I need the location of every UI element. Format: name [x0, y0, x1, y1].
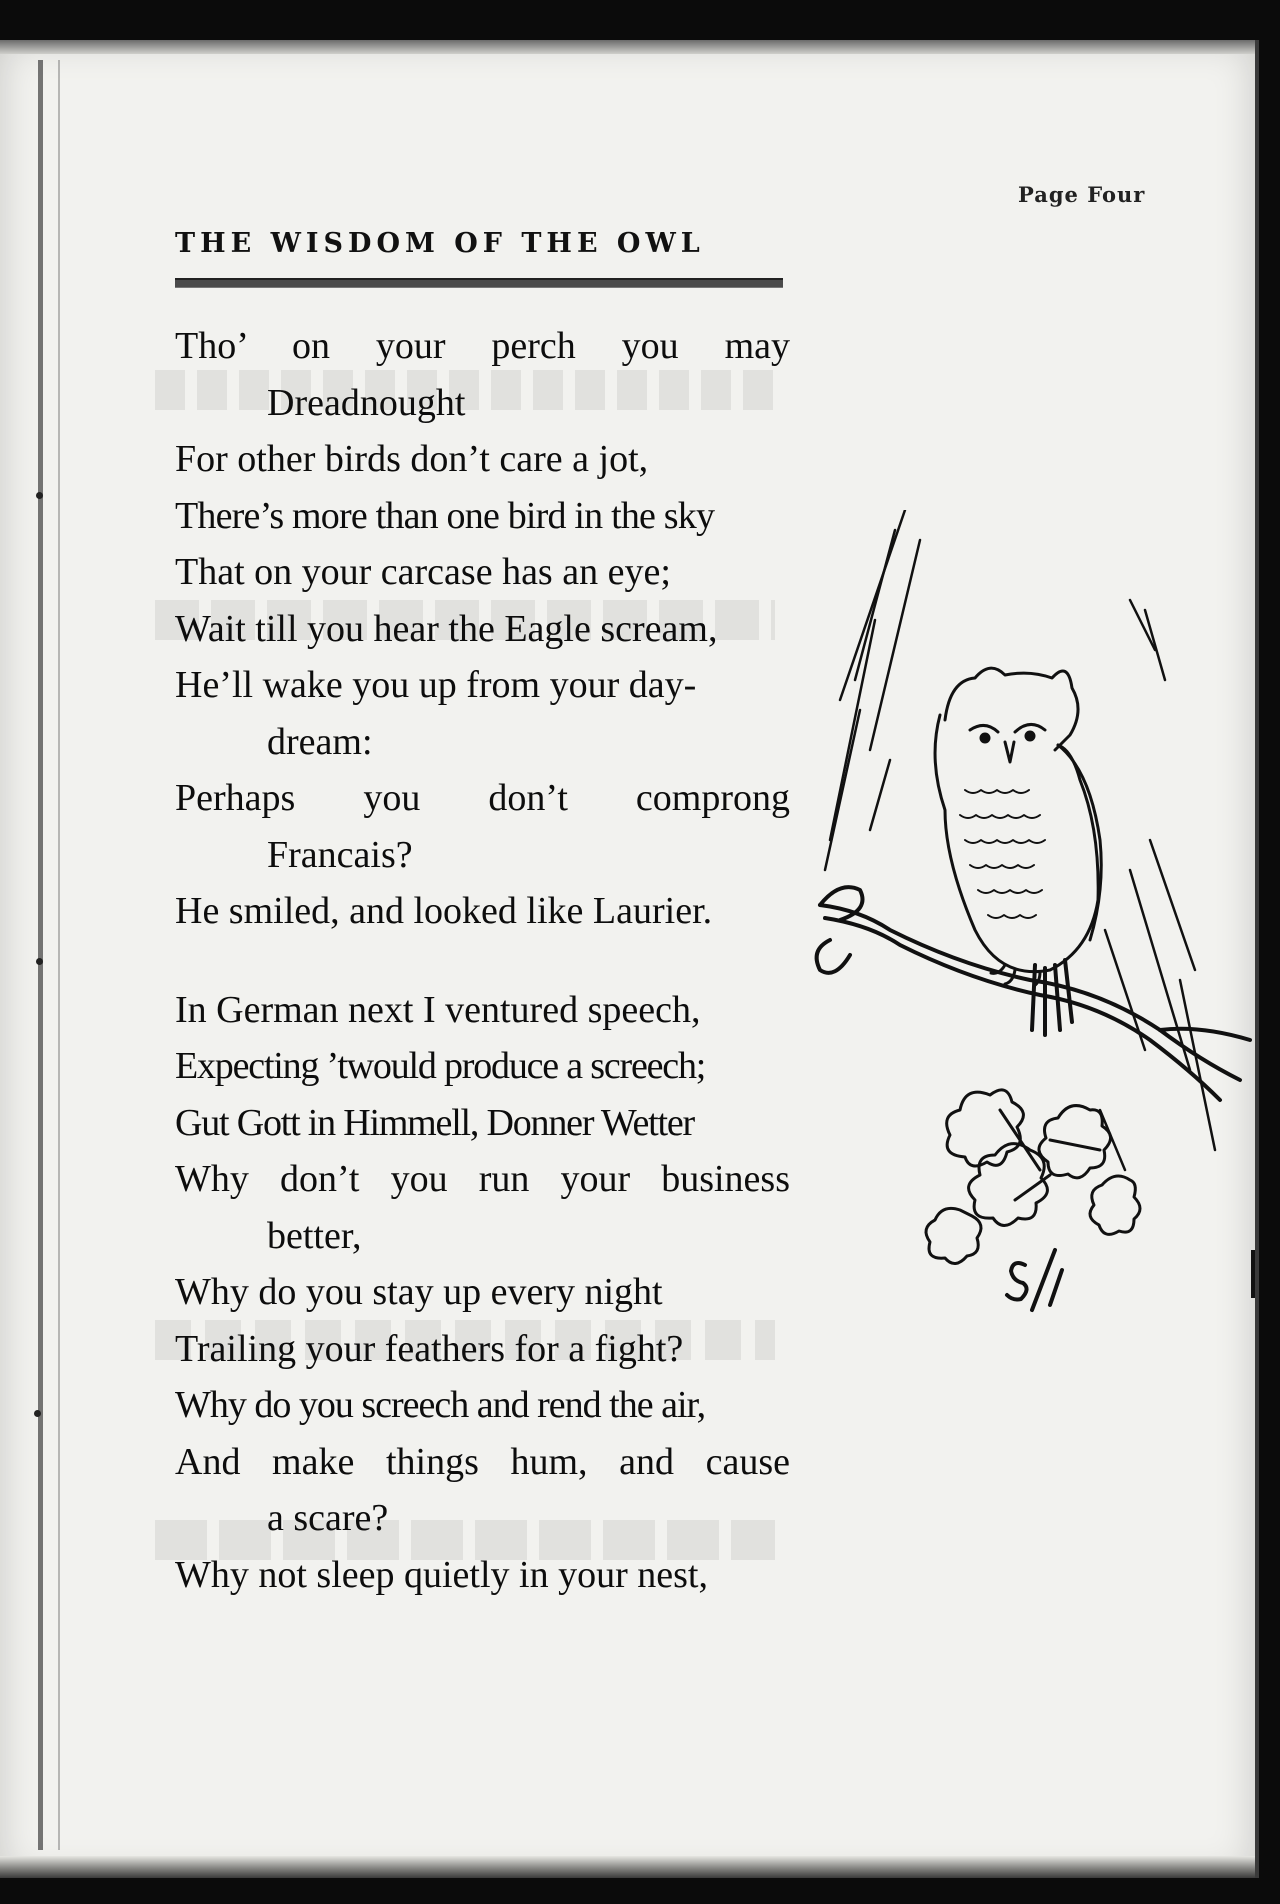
title-underline	[175, 278, 783, 288]
poem-line: Gut Gott in Himmell, Donner Wetter	[175, 1101, 695, 1144]
poem-line: Dreadnought	[267, 381, 466, 424]
owl-illustration	[800, 510, 1260, 1330]
poem-line: Francais?	[267, 833, 413, 876]
poem-line: And make things hum, and cause	[175, 1440, 790, 1483]
stanza-break	[175, 940, 790, 982]
poem-line: In German next I ventured speech,	[175, 988, 701, 1031]
binding-staple	[36, 958, 43, 965]
binding-staple	[34, 1410, 41, 1417]
page-top-edge	[0, 40, 1255, 54]
poem-body	[175, 318, 790, 1603]
artist-signature	[1007, 1250, 1062, 1310]
poem-line: Perhaps you don’t comprong	[175, 777, 790, 819]
binding-fold	[58, 60, 60, 1850]
poem-line: Expecting ’twould produce a screech;	[175, 1045, 706, 1087]
branch	[817, 887, 1250, 1100]
poem-line: Why don’t you run your business	[175, 1158, 790, 1200]
poem-line: Why not sleep quietly in your nest,	[175, 1553, 708, 1596]
page-bottom-edge	[0, 1856, 1255, 1878]
poem-line: There’s more than one bird in the sky	[175, 494, 715, 537]
poem-line: He smiled, and looked like Laurier.	[175, 890, 713, 932]
owl-figure	[935, 668, 1101, 1035]
poem-line: dream:	[267, 720, 373, 763]
hatching	[825, 510, 1215, 1170]
poem-line: Wait till you hear the Eagle scream,	[175, 607, 718, 650]
poem-line: Trailing your feathers for a fight?	[175, 1327, 684, 1370]
article-title: THE WISDOM OF THE OWL	[175, 228, 705, 259]
document-page	[0, 40, 1259, 1878]
poem-line: That on your carcase has an eye;	[175, 551, 671, 593]
poem-line: Why do you screech and rend the air,	[175, 1384, 706, 1426]
binding-staple	[36, 492, 43, 499]
page-edge-mark	[1251, 1250, 1255, 1298]
poem-line: For other birds don’t care a jot,	[175, 438, 649, 480]
poem-line: better,	[267, 1214, 362, 1257]
poem-line: Tho’ on your perch you may	[175, 325, 790, 367]
oak-leaves	[926, 1090, 1140, 1264]
poem-line: a scare?	[267, 1497, 389, 1539]
binding-spine	[38, 60, 43, 1850]
page-number: Page Four	[1018, 182, 1146, 207]
poem-line: Why do you stay up every night	[175, 1271, 663, 1313]
poem-line: He’ll wake you up from your day-	[175, 664, 697, 706]
